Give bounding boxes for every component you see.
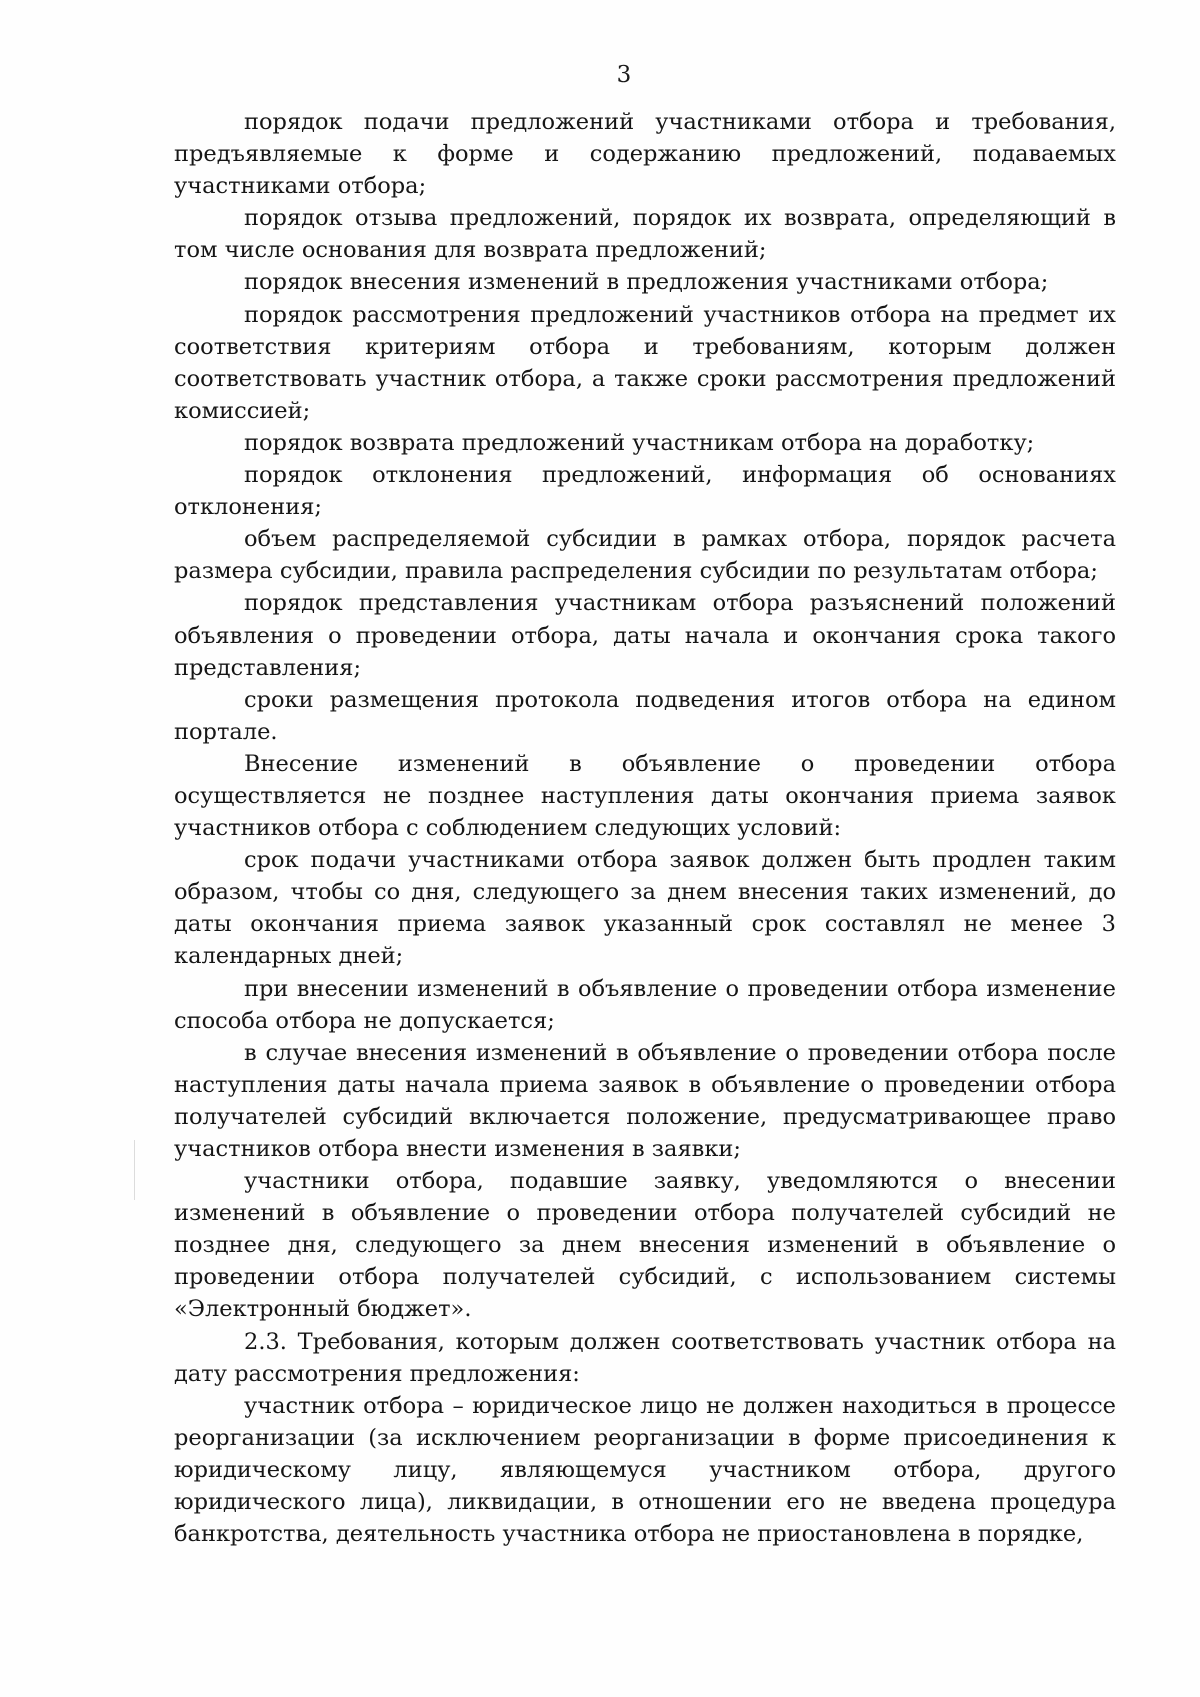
paragraph-rejection-procedure: порядок отклонения предложений, информация об основаниях отклонения;: [174, 462, 1116, 521]
paragraph-legal-entity-requirements: участник отбора – юридическое лицо не должен находиться в процессе реорганизации (за исключением реорганизации в форме присоединения к юридическому лицу, являющемуся участником отбора, другого юридического лица), ликвидации, в отношении его не введена процедура банкротства, деятельность участника отбора не приостановлена в порядке,: [174, 1392, 1116, 1548]
paragraph-review-procedure: порядок рассмотрения предложений участников отбора на предмет их соответствия критериям отбора и требованиям, которым должен соответствовать участник отбора, а также сроки рассмотрения предложений комиссией;: [174, 301, 1116, 424]
document-body: [174, 106, 1116, 1550]
paragraph-submission-procedure: порядок подачи предложений участниками отбора и требования, предъявляемые к форме и содержанию предложений, подаваемых участниками отбора;: [174, 109, 1116, 200]
scan-margin-line: [134, 1140, 135, 1200]
paragraph-right-to-amend: в случае внесения изменений в объявление о проведении отбора после наступления даты начала приема заявок в объявление о проведении отбора получателей субсидий включается положение, предусматривающее право участников отбора внести изменения в заявки;: [174, 1039, 1116, 1162]
paragraph-section-2-3-heading: 2.3. Требования, которым должен соответствовать участник отбора на дату рассмотрения предложения:: [174, 1328, 1116, 1387]
paragraph-clarifications: порядок представления участникам отбора разъяснений положений объявления о проведении отбора, даты начала и окончания срока такого представления;: [174, 590, 1116, 681]
paragraph-deadline-extension: срок подачи участниками отбора заявок должен быть продлен таким образом, чтобы со дня, следующего за днем внесения таких изменений, до даты окончания приема заявок указанный срок составлял не менее 3 календарных дней;: [174, 847, 1116, 970]
paragraph-return-for-revision: порядок возврата предложений участникам отбора на доработку;: [244, 429, 1035, 456]
paragraph-announcement-changes: Внесение изменений в объявление о проведении отбора осуществляется не позднее наступления даты окончания приема заявок участников отбора с соблюдением следующих условий:: [174, 750, 1116, 842]
paragraph-withdrawal-procedure: порядок отзыва предложений, порядок их возврата, определяющий в том числе основания для возврата предложений;: [174, 205, 1116, 264]
page-number: 3: [616, 62, 632, 88]
paragraph-subsidy-volume: объем распределяемой субсидии в рамках отбора, порядок расчета размера субсидии, правила распределения субсидии по результатам отбора;: [174, 526, 1116, 585]
paragraph-method-unchanged: при внесении изменений в объявление о проведении отбора изменение способа отбора не допускается;: [174, 975, 1116, 1034]
paragraph-participant-notification: участники отбора, подавшие заявку, уведомляются о внесении изменений в объявление о проведении отбора получателей субсидий не позднее дня, следующего за днем внесения изменений в объявление о проведении отбора получателей субсидий, с использованием системы «Электронный бюджет».: [174, 1168, 1116, 1323]
paragraph-protocol-deadlines: сроки размещения протокола подведения итогов отбора на едином портале.: [174, 686, 1116, 745]
paragraph-amendment-procedure: порядок внесения изменений в предложения участниками отбора;: [244, 269, 1049, 296]
